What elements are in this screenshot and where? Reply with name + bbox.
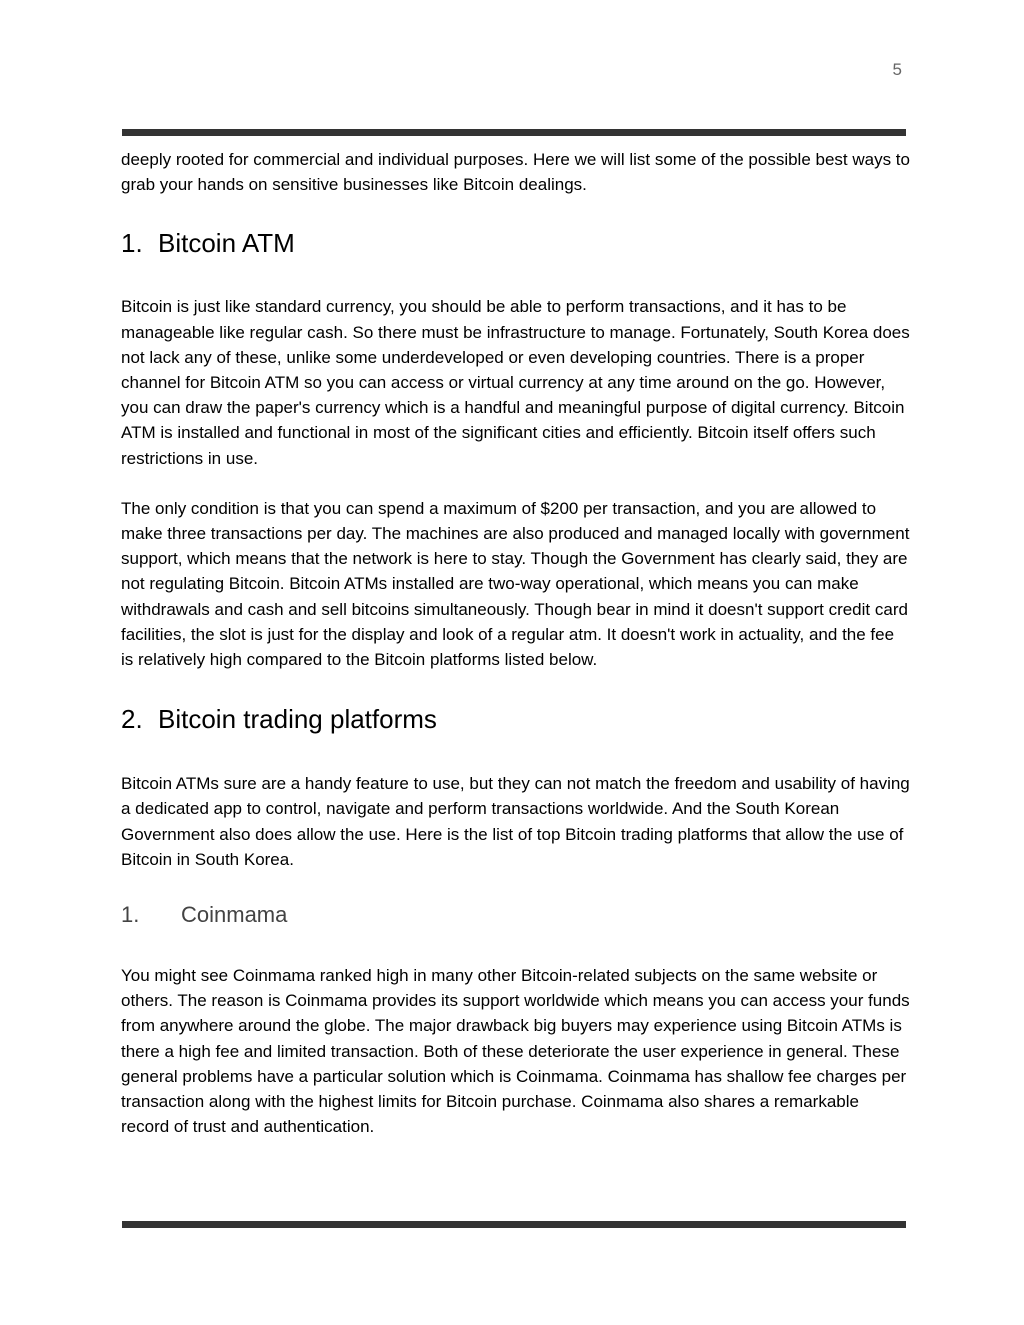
section-number: 1.: [121, 228, 143, 259]
section-title: Bitcoin ATM: [158, 228, 295, 259]
page-content: [121, 147, 911, 1139]
subsection-heading-coinmama: [121, 901, 911, 929]
trading-platforms-paragraph: Bitcoin ATMs sure are a handy feature to use, but they can not match the freedom and usability of having a dedicated app to control, navigate and perform transactions worldwide. And the South Korean Government also does allow the use. Here is the list of top Bitcoin trading platforms that allow the use of Bitcoin in South Korea.: [121, 774, 910, 869]
section-heading-trading-platforms: [121, 703, 911, 735]
section-heading-bitcoin-atm: [121, 227, 911, 259]
bitcoin-atm-paragraph-2: The only condition is that you can spend a maximum of $200 per transaction, and you are allowed to make three transactions per day. The machines are also produced and managed locally with government support, which means that the network is here to stay. Though the Government has clearly said, they are not regulating Bitcoin. Bitcoin ATMs installed are two-way operational, which means you can make withdrawals and cash and sell bitcoins simultaneously. Though bear in mind it doesn't support credit card facilities, the slot is just for the display and look of a regular atm. It doesn't work in actuality, and the fee is relatively high compared to the Bitcoin platforms listed below.: [121, 498, 910, 670]
coinmama-paragraph: You might see Coinmama ranked high in many other Bitcoin-related subjects on the same website or others. The reason is Coinmama provides its support worldwide which means you can access your funds from anywhere around the globe. The major drawback big buyers may experience using Bitcoin ATMs is there a high fee and limited transaction. Both of these deteriorate the user experience in general. These general problems have a particular solution which is Coinmama. Coinmama has shallow fee charges per transaction along with the highest limits for Bitcoin purchase. Coinmama also shares a remarkable record of trust and authentication.: [121, 966, 910, 1137]
subsection-number: 1.: [121, 902, 140, 928]
section-title: Bitcoin trading platforms: [158, 704, 437, 735]
page-number: 5: [892, 60, 902, 79]
bitcoin-atm-paragraph-1: Bitcoin is just like standard currency, you should be able to perform transactions, and it has to be manageable like regular cash. So there must be infrastructure to manage. Fortunately, South Korea does not lack any of these, unlike some underdeveloped or even developing countries. There is a proper channel for Bitcoin ATM so you can access or virtual currency at any time around on the go. However, you can draw the paper's currency which is a handful and meaningful purpose of digital currency. Bitcoin ATM is installed and functional in most of the significant cities and efficiently. Bitcoin itself offers such restrictions in use.: [121, 297, 910, 468]
intro-paragraph: deeply rooted for commercial and individual purposes. Here we will list some of the possible best ways to grab your hands on sensitive businesses like Bitcoin dealings.: [121, 150, 910, 195]
section-number: 2.: [121, 704, 143, 735]
footer-rule: [122, 1221, 906, 1228]
header-rule: [122, 129, 906, 136]
subsection-title: Coinmama: [181, 902, 288, 928]
